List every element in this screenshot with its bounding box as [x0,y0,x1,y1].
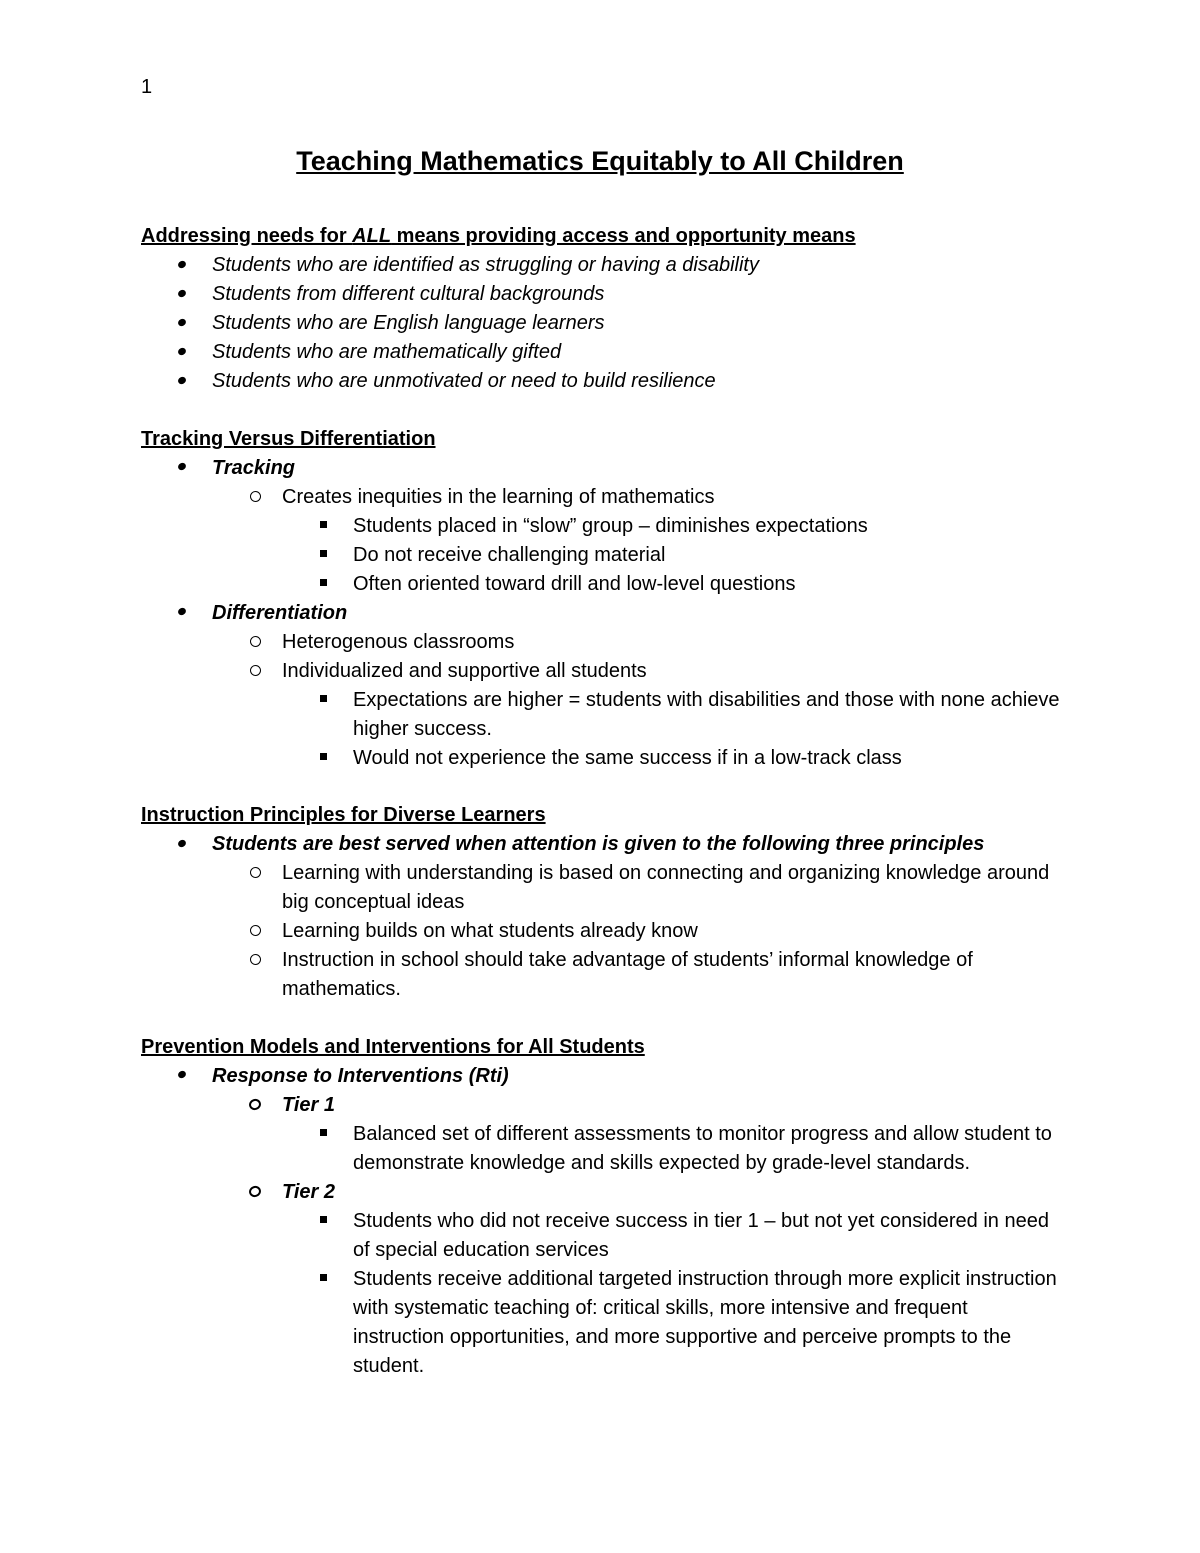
bullet-square-icon [314,1265,332,1294]
bullet-circle-icon [246,917,264,946]
document-body [141,222,1061,1409]
bullet-square-icon [314,686,332,715]
list-item: Balanced set of different assessments to monitor progress and allow student to demonstrate knowledge and skills expected by grade-level standards. [141,1120,1061,1178]
list-item: Learning builds on what students already know [141,917,1061,946]
list-item: Students who are English language learners [141,309,1061,338]
heading-emphasis: ALL [352,225,392,247]
bullet-circle-icon [246,946,264,975]
heading-text: means providing access and opportunity means [391,225,856,247]
section-heading: Instruction Principles for Diverse Learners [141,804,546,826]
list-item: Individualized and supportive all students [141,657,1061,686]
bullet-dot-icon [173,338,191,367]
bullet-square-icon [314,512,332,541]
page-title: Teaching Mathematics Equitably to All Children [296,146,904,176]
section-heading [141,222,1061,251]
page-number: 1 [141,76,153,98]
heading-text: Addressing needs for [141,225,353,247]
list-item: Do not receive challenging material [141,541,1061,570]
bullet-circle-icon [246,483,264,512]
bullet-square-icon [314,541,332,570]
list-item: Expectations are higher = students with disabilities and those with none achieve higher success. [141,686,1061,744]
bullet-list [141,830,1061,1004]
bullet-list [141,454,1061,773]
list-item-tracking: Tracking [141,454,1061,483]
bullet-list [141,1062,1061,1381]
list-item: Students who are mathematically gifted [141,338,1061,367]
bullet-circle-icon [246,628,264,657]
bullet-dot-icon [173,599,191,628]
section-instruction-principles [141,801,1061,1004]
section-heading: Tracking Versus Differentiation [141,427,436,450]
section-addressing-needs [141,222,1061,396]
bullet-list [141,251,1061,396]
bullet-square-icon [314,570,332,599]
list-item: Learning with understanding is based on connecting and organizing knowledge around big conceptual ideas [141,859,1061,917]
list-item: Would not experience the same success if in a low-track class [141,744,1061,773]
bullet-dot-icon [173,251,191,280]
list-item: Students from different cultural backgrounds [141,280,1061,309]
section-tracking-vs-differentiation [141,425,1061,773]
bullet-dot-icon [173,1062,191,1091]
bullet-dot-icon [173,309,191,338]
bullet-dot-icon [173,280,191,309]
list-item: Creates inequities in the learning of mathematics [141,483,1061,512]
bullet-dot-icon [173,454,191,483]
bullet-square-icon [314,1207,332,1236]
list-item: Often oriented toward drill and low-level questions [141,570,1061,599]
list-item: Students placed in “slow” group – diminishes expectations [141,512,1061,541]
list-item-tier-1: Tier 1 [141,1091,1061,1120]
list-item: Students who did not receive success in tier 1 – but not yet considered in need of special education services [141,1207,1061,1265]
list-item: Heterogenous classrooms [141,628,1061,657]
bullet-circle-icon [246,859,264,888]
section-prevention-models [141,1033,1061,1381]
section-heading: Prevention Models and Interventions for All Students [141,1035,645,1058]
bullet-circle-icon [246,1091,264,1120]
list-item-lead: Response to Interventions (Rti) [141,1062,1061,1091]
bullet-square-icon [314,744,332,773]
bullet-dot-icon [173,830,191,859]
list-item: Students who are unmotivated or need to build resilience [141,367,1061,396]
list-item: Students who are identified as struggling or having a disability [141,251,1061,280]
bullet-circle-icon [246,1178,264,1207]
list-item-lead: Students are best served when attention is given to the following three principles [141,830,1061,859]
list-item-differentiation: Differentiation [141,599,1061,628]
list-item-tier-2: Tier 2 [141,1178,1061,1207]
list-item: Instruction in school should take advantage of students’ informal knowledge of mathematics. [141,946,1061,1004]
list-item: Students receive additional targeted instruction through more explicit instruction with systematic teaching of: critical skills, more intensive and frequent instruction opportunities, and more supportive and perceive prompts to the student. [141,1265,1061,1381]
bullet-square-icon [314,1120,332,1149]
bullet-dot-icon [173,367,191,396]
bullet-circle-icon [246,657,264,686]
